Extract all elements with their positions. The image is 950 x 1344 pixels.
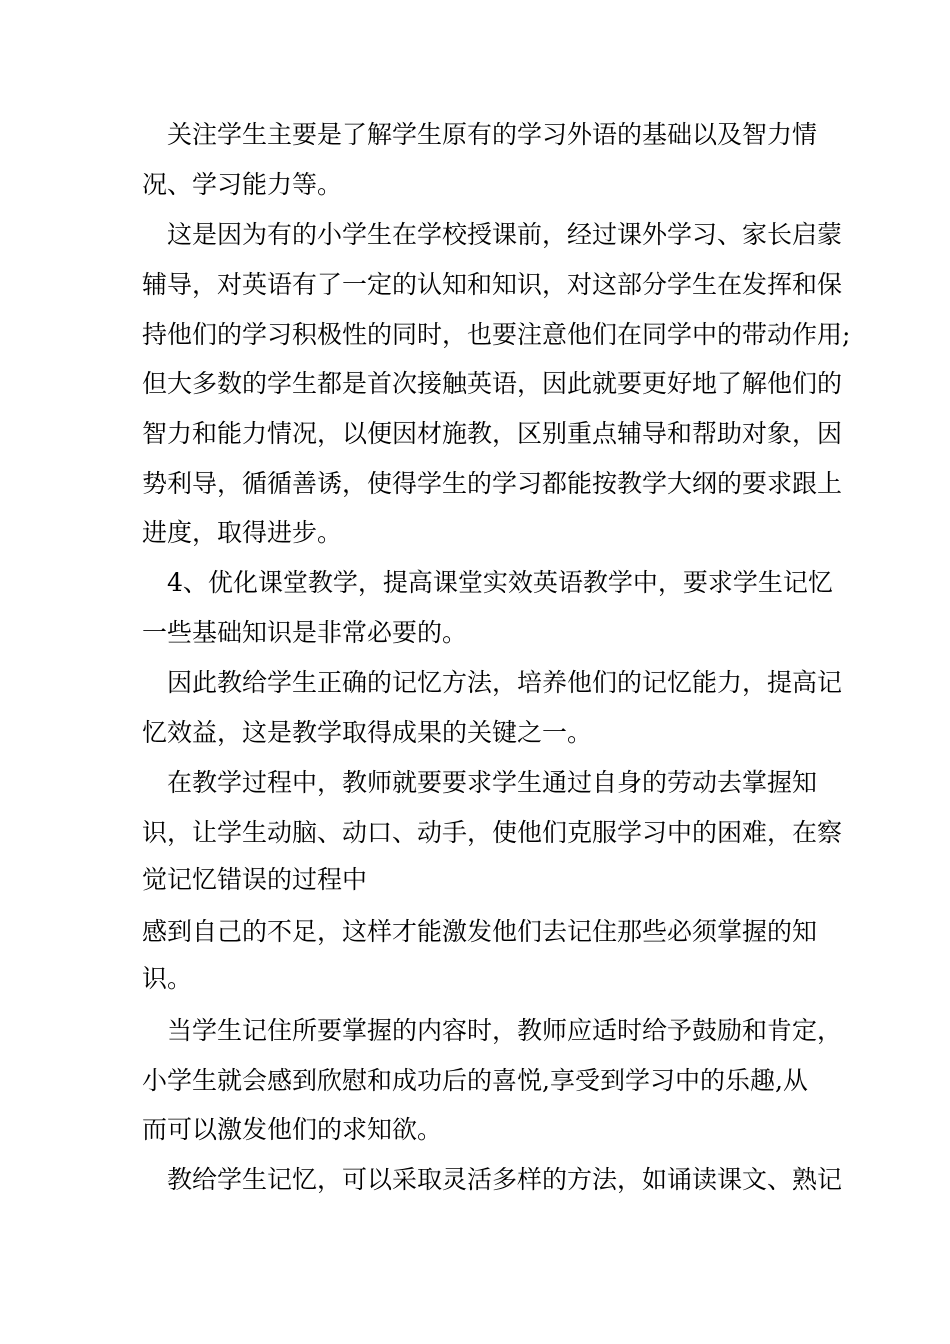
text-line: 感到自己的不足，这样才能激发他们去记住那些必须掌握的知 bbox=[142, 917, 818, 946]
text-line: 这是因为有的小学生在学校授课前，经过课外学习、家长启蒙 bbox=[142, 220, 843, 249]
text-line: 关注学生主要是了解学生原有的学习外语的基础以及智力情 bbox=[142, 120, 818, 149]
text-line: 在教学过程中，教师就要要求学生通过自身的劳动去掌握知 bbox=[142, 768, 818, 797]
text-line: 小学生就会感到欣慰和成功后的喜悦,享受到学习中的乐趣,从 bbox=[142, 1066, 808, 1095]
text-line: 当学生记住所要掌握的内容时，教师应适时给予鼓励和肯定， bbox=[142, 1016, 843, 1045]
text-line: 但大多数的学生都是首次接触英语，因此就要更好地了解他们的 bbox=[142, 369, 843, 398]
text-line: 教给学生记忆，可以采取灵活多样的方法，如诵读课文、熟记 bbox=[142, 1165, 843, 1194]
text-line: 一些基础知识是非常必要的。 bbox=[142, 618, 468, 647]
text-line: 忆效益，这是教学取得成果的关键之一。 bbox=[142, 718, 593, 747]
text-line: 识，让学生动脑、动口、动手，使他们克服学习中的困难，在察 bbox=[142, 818, 843, 847]
text-line: 智力和能力情况，以便因材施教，区别重点辅导和帮助对象，因 bbox=[142, 419, 843, 448]
text-line: 识。 bbox=[142, 964, 193, 993]
text-line: 进度，取得进步。 bbox=[142, 518, 343, 547]
text-line: 而可以激发他们的求知欲。 bbox=[142, 1115, 443, 1144]
text-line: 因此教给学生正确的记忆方法，培养他们的记忆能力，提高记 bbox=[142, 668, 843, 697]
text-line: 4、优化课堂教学，提高课堂实效英语教学中，要求学生记忆 bbox=[142, 568, 833, 597]
text-line: 势利导，循循善诱，使得学生的学习都能按教学大纲的要求跟上 bbox=[142, 469, 843, 498]
text-line: 况、学习能力等。 bbox=[142, 170, 343, 199]
text-line: 觉记忆错误的过程中 bbox=[142, 865, 368, 894]
text-line: 持他们的学习积极性的同时，也要注意他们在同学中的带动作用; bbox=[142, 320, 851, 349]
text-line: 辅导，对英语有了一定的认知和知识，对这部分学生在发挥和保 bbox=[142, 270, 843, 299]
